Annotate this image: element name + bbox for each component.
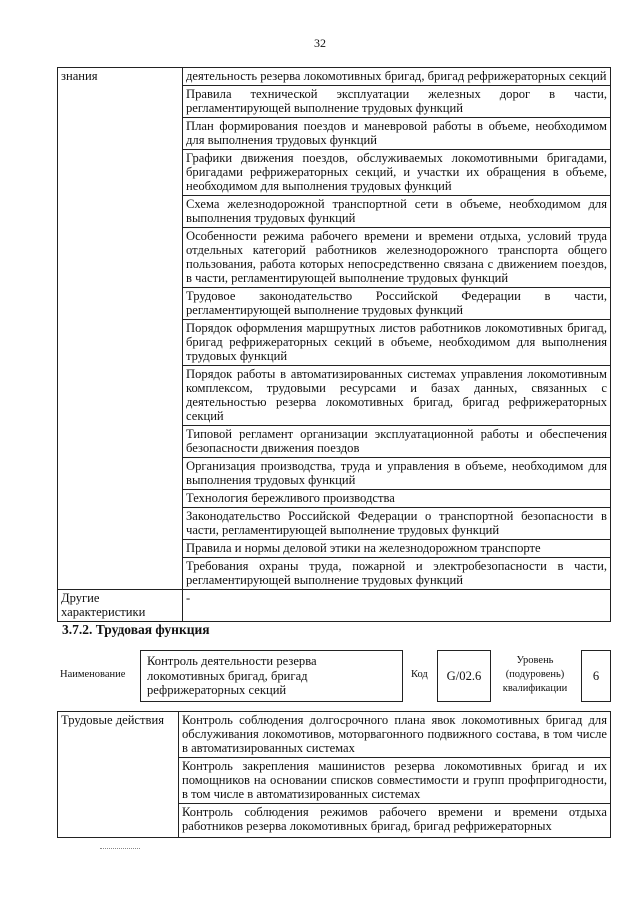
table-row xyxy=(58,590,611,622)
knowledge-item: деятельность резерва локомотивных бригад, бригад рефрижераторных секций xyxy=(183,68,611,86)
knowledge-item: Требования охраны труда, пожарной и электробезопасности в части, регламентирующей выполнение трудовых функций xyxy=(183,558,611,590)
knowledge-item: Порядок оформления маршрутных листов работников локомотивных бригад, бригад рефрижераторных секций в объеме, необходимом для выполнения трудовых функций xyxy=(183,320,611,366)
knowledge-item: Законодательство Российской Федерации о транспортной безопасности в части, регламентирующей выполнение трудовых функций xyxy=(183,508,611,540)
knowledge-table xyxy=(57,67,611,622)
knowledge-item: Типовой регламент организации эксплуатационной работы и обеспечения безопасности движения поездов xyxy=(183,426,611,458)
knowledge-item: План формирования поездов и маневровой работы в объеме, необходимом для выполнения трудовых функций xyxy=(183,118,611,150)
knowledge-item: Правила технической эксплуатации железных дорог в части, регламентирующей выполнение трудовых функций xyxy=(183,86,611,118)
knowledge-item: Схема железнодорожной транспортной сети в объеме, необходимом для выполнения трудовых функций xyxy=(183,196,611,228)
actions-table xyxy=(57,711,611,838)
table-row xyxy=(58,712,611,758)
page-number: 32 xyxy=(314,36,326,50)
action-item: Контроль закрепления машинистов резерва локомотивных бригад и их помощников на основании списков совместимости и групп профпригодности, в том числе в автоматизированных системах xyxy=(179,758,611,804)
section-title: 3.7.2. Трудовая функция xyxy=(62,622,210,637)
qualification-level: 6 xyxy=(581,650,611,702)
knowledge-item: Особенности режима рабочего времени и времени отдыха, условий труда отдельных категорий работников железнодорожного транспорта общего пользования, работа которых непосредственно связана с движением поездов, в части, регламентирующей выполнение трудовых функций xyxy=(183,228,611,288)
knowledge-item: Графики движения поездов, обслуживаемых локомотивными бригадами, бригадами рефрижераторных секций, и участки их обращения в объеме, необходимом для выполнения трудовых функций xyxy=(183,150,611,196)
knowledge-item: Технология бережливого производства xyxy=(183,490,611,508)
divider xyxy=(100,848,140,849)
function-name: Контроль деятельности резерва локомотивных бригад, бригад рефрижераторных секций xyxy=(140,650,403,702)
action-item: Контроль соблюдения долгосрочного плана явок локомотивных бригад для обслуживания локомотивов, моторвагонного подвижного состава, в том числе в автоматизированных системах xyxy=(179,712,611,758)
other-characteristics-label: Другие характеристики xyxy=(58,590,183,622)
table-row xyxy=(58,68,611,86)
knowledge-item: Трудовое законодательство Российской Федерации в части, регламентирующей выполнение трудовых функций xyxy=(183,288,611,320)
action-item: Контроль соблюдения режимов рабочего времени и времени отдыха работников резерва локомотивных бригад, бригад рефрижераторных xyxy=(182,805,607,833)
qualification-level-label: Уровень (подуровень) квалификации xyxy=(502,655,568,694)
code-label: Код xyxy=(411,669,428,680)
knowledge-label: знания xyxy=(58,68,183,590)
knowledge-item: Правила и нормы деловой этики на железнодорожном транспорте xyxy=(183,540,611,558)
name-label: Наименование xyxy=(60,669,126,680)
function-header xyxy=(57,650,611,702)
function-code: G/02.6 xyxy=(437,650,491,702)
knowledge-item: Организация производства, труда и управления в объеме, необходимом для выполнения трудовых функций xyxy=(183,458,611,490)
knowledge-item: Порядок работы в автоматизированных системах управления локомотивным комплексом, трудовыми ресурсами и базах данных, связанных с деятельностью резерва локомотивных бригад, бригад рефрижераторных секций xyxy=(183,366,611,426)
actions-label: Трудовые действия xyxy=(58,712,179,838)
other-characteristics-value: - xyxy=(183,590,611,622)
